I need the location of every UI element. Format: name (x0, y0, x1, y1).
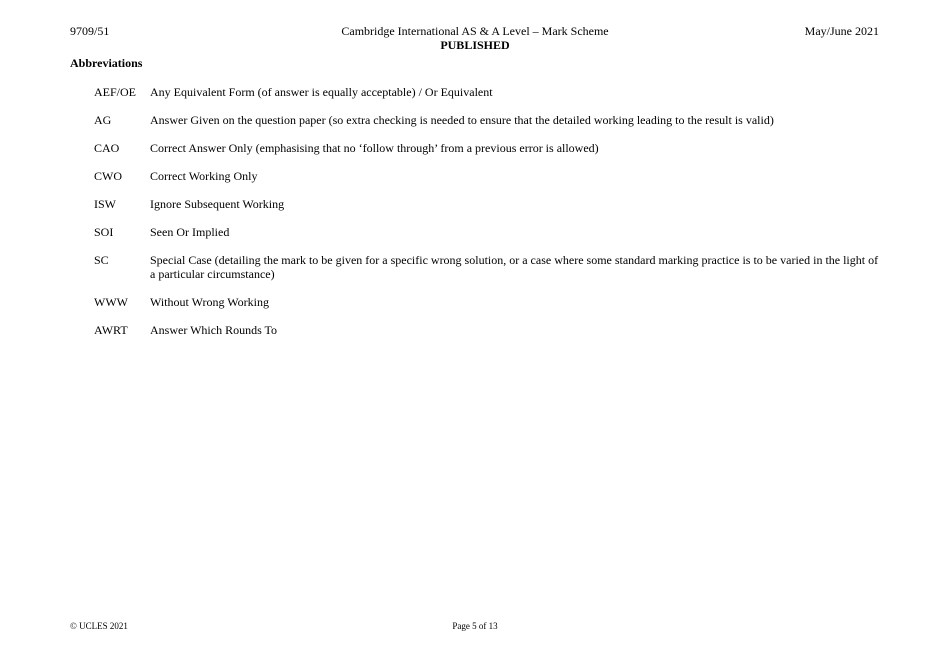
abbreviation-definition: Without Wrong Working (150, 295, 269, 309)
abbreviation-code: AEF/OE (94, 85, 136, 99)
abbreviation-definition: Special Case (detailing the mark to be given for a specific wrong solution, or a case where some standard marking practice is to be varied in the light of a particular circumstance) (150, 253, 879, 281)
abbreviation-row (94, 113, 884, 127)
section-title: Abbreviations (70, 56, 143, 70)
abbreviation-code: AWRT (94, 323, 128, 337)
abbreviation-code: CWO (94, 169, 122, 183)
document-title: Cambridge International AS & A Level – Mark Scheme (341, 24, 609, 38)
page-number: Page 5 of 13 (452, 621, 498, 631)
paper-code: 9709/51 (70, 24, 110, 38)
abbreviation-code: SC (94, 253, 109, 267)
abbreviation-row (94, 323, 884, 337)
abbreviation-row (94, 253, 884, 281)
abbreviation-definition: Seen Or Implied (150, 225, 230, 239)
abbreviation-row (94, 295, 884, 309)
abbreviation-definition: Correct Working Only (150, 169, 258, 183)
abbreviation-list (94, 85, 884, 351)
abbreviation-row (94, 197, 884, 211)
abbreviation-definition: Answer Which Rounds To (150, 323, 278, 337)
copyright-notice: © UCLES 2021 (70, 621, 128, 631)
published-label: PUBLISHED (440, 38, 510, 52)
abbreviation-row (94, 85, 884, 99)
abbreviation-code: CAO (94, 141, 120, 155)
abbreviation-code: WWW (94, 295, 128, 309)
abbreviation-definition: Correct Answer Only (emphasising that no ‘follow through’ from a previous error is allowed) (150, 141, 599, 155)
abbreviation-code: AG (94, 113, 112, 127)
abbreviation-code: ISW (94, 197, 116, 211)
exam-session: May/June 2021 (804, 24, 879, 38)
abbreviation-row (94, 141, 884, 155)
abbreviation-row (94, 169, 884, 183)
abbreviation-definition: Any Equivalent Form (of answer is equally acceptable) / Or Equivalent (150, 85, 493, 99)
abbreviation-definition: Answer Given on the question paper (so extra checking is needed to ensure that the detailed working leading to the result is valid) (150, 113, 774, 127)
abbreviation-definition: Ignore Subsequent Working (150, 197, 285, 211)
abbreviation-row (94, 225, 884, 239)
abbreviation-code: SOI (94, 225, 114, 239)
